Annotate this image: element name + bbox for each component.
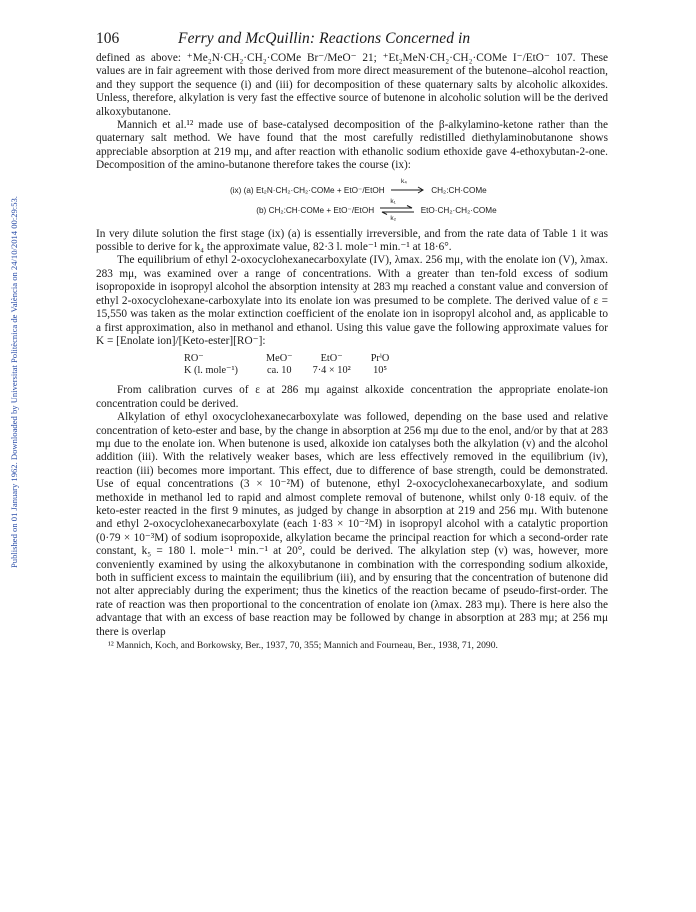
table-cell: RO⁻ <box>184 353 204 365</box>
download-notice-sidebar <box>2 30 19 900</box>
journal-page <box>96 30 608 652</box>
table-row <box>184 364 409 376</box>
scheme-a-product: CH₂:CH·COMe <box>431 185 487 195</box>
paragraph-2: Mannich et al.¹² made use of base-catalysed decomposition of the β-alkylamino-ketone rather than the quaternary salt method. We have found that the most carefully redistilled diethylaminobutanone shows appreciable absorption at 219 mμ, and after reaction with ethanolic sodium ethoxide gave 4-ethoxybutan-2-one. Decomposition of the amino-butanone therefore takes the course (ix): <box>96 119 608 172</box>
paragraph-3: In very dilute solution the first stage (ix) (a) is essentially irreversible, and from the rate data of Table 1 it was possible to derive for k₄ the approximate value, 82·3 l. mole⁻¹ min.⁻¹ at 18·6°. <box>96 227 608 254</box>
table-cell: EtO⁻ <box>320 353 343 365</box>
reaction-scheme-ix <box>96 177 608 225</box>
page-header <box>96 30 608 52</box>
paragraph-4: The equilibrium of ethyl 2-oxocyclohexanecarboxylate (IV), λmax. 256 mμ, with the enolate ion (V), λmax. 283 mμ, was examined over a range of concentrations. With a greater than ten-fold excess of sodium isopropoxide in isopropyl alcohol the absorption intensity at 283 mμ reached a constant value and conversion of ethyl 2-oxocyclohexane-carboxylate into its enolate ion was presumed to be complete. The derived value of ε = 15,550 was taken as the molar extinction coefficient of the enolate ion in isopropyl alcohol and, as applicable to a first approximation, also in methanol and ethanol. Using this value gave the following approximate values for K = [Enolate ion]/[Keto-ester][RO⁻]: <box>96 254 608 347</box>
table-cell: 10⁵ <box>373 364 387 376</box>
scheme-row-a <box>230 178 487 196</box>
table-cell: K (l. mole⁻¹) <box>184 365 238 377</box>
scheme-b-reactants: CH₂:CH·COMe + EtO⁻/EtOH <box>268 205 375 215</box>
paragraph-6: Alkylation of ethyl oxocyclohexanecarboxylate was followed, depending on the base used and relative concentration of keto-ester and base, by the change in absorption at 256 mμ due to the enol, and/or by that at 283 mμ due to the enolate ion. When butenone is used, alkoxide ion catalyses both the alkylation (v) and the alcohol addition (iii). With the relatively weaker bases, which are less effectively removed in the equilibrium (iv), reaction (iii) becomes more important. This effect, due to difference of base strength, could be demonstrated. Use of equal concentrations (3 × 10⁻²M) of butenone, ethyl 2-oxocyclohexanecarboxylate, and sodium methoxide in methanol led to rapid and almost complete removal of butenone, whilst only 0·18 equiv. of the keto-ester reacted in the first 9 minutes, as judged by change in absorption at 219 and 256 mμ. With butenone and ethyl 2-oxocyclohexanecarboxylate (each 1·83 × 10⁻²M) in isopropyl alcohol with a catalytic proportion (0·79 × 10⁻³M) of sodium isopropoxide, alkylation became the principal reaction for which a second-order rate constant, k₅ = 180 l. mole⁻¹ min.⁻¹ at 20°, could be derived. The alkylation step (v) was, however, more conveniently examined by using the alkoxybutanone in combination with the corresponding sodium alkoxide, both in sufficient excess to maintain the equilibrium (iii), and by ensuring that the concentration of butenone did not alter appreciably during the experiment; thus the kinetics of the reaction became of pseudo-first-order. The rate of reaction was then proportional to the concentration of enolate ion (λmax. 283 mμ). There is here also the advantage that with an excess of base reaction may be followed by change in absorption at 283 mμ; at 256 mμ there is overlap <box>96 411 608 638</box>
scheme-b-reverse-constant: k₂ <box>390 215 397 223</box>
table-row <box>184 352 409 364</box>
scheme-a-label: (ix) (a) <box>230 185 254 195</box>
table-cell: MeO⁻ <box>266 353 293 365</box>
download-notice-text: Published on 01 January 1962. Downloaded by Universitat Politècnica de València on 24/10/2014 00:29:53. <box>9 196 19 568</box>
scheme-a-rate-constant: k₄ <box>400 178 407 186</box>
running-title: Ferry and McQuillin: Reactions Concerned in <box>178 30 471 47</box>
footnote-12: ¹² Mannich, Koch, and Borkowsky, Ber., 1937, 70, 355; Mannich and Fourneau, Ber., 1938, 71, 2090. <box>108 640 498 652</box>
equilibrium-constant-table <box>184 352 409 376</box>
paragraph-1: defined as above: ⁺Me₂N·CH₂·CH₂·COMe Br⁻/MeO⁻ 21; ⁺Et₂MeN·CH₂·CH₂·COMe I⁻/EtO⁻ 107. These values are in fair agreement with those derived from more direct measurement of the butenone–alcohol reaction, and they support the sequence (i) and (iii) for decomposition of these quaternary salts by alcoholic alkoxides. Unless, therefore, alkylation is very fast the effective source of butenone in alcoholic solution will be the derived alkoxybutanone. <box>96 52 608 118</box>
scheme-b-label: (b) <box>256 205 267 215</box>
scheme-a-reactants: Et₂N·CH₂·CH₂·COMe + EtO⁻/EtOH <box>255 185 385 195</box>
page-number: 106 <box>96 30 120 47</box>
paragraph-5: From calibration curves of ε at 286 mμ against alkoxide concentration the appropriate enolate-ion concentration could be derived. <box>96 384 608 410</box>
scheme-row-b <box>230 198 497 223</box>
table-cell: 7·4 × 10² <box>312 364 351 376</box>
scheme-b-product: EtO·CH₂·CH₂·COMe <box>420 205 497 215</box>
forward-arrow-icon <box>391 185 425 195</box>
table-cell: PrⁱO <box>370 353 390 365</box>
table-cell: ca. 10 <box>267 364 292 376</box>
scheme-b-forward-constant: k₁ <box>390 198 396 206</box>
equilibrium-arrows-icon <box>380 205 414 215</box>
